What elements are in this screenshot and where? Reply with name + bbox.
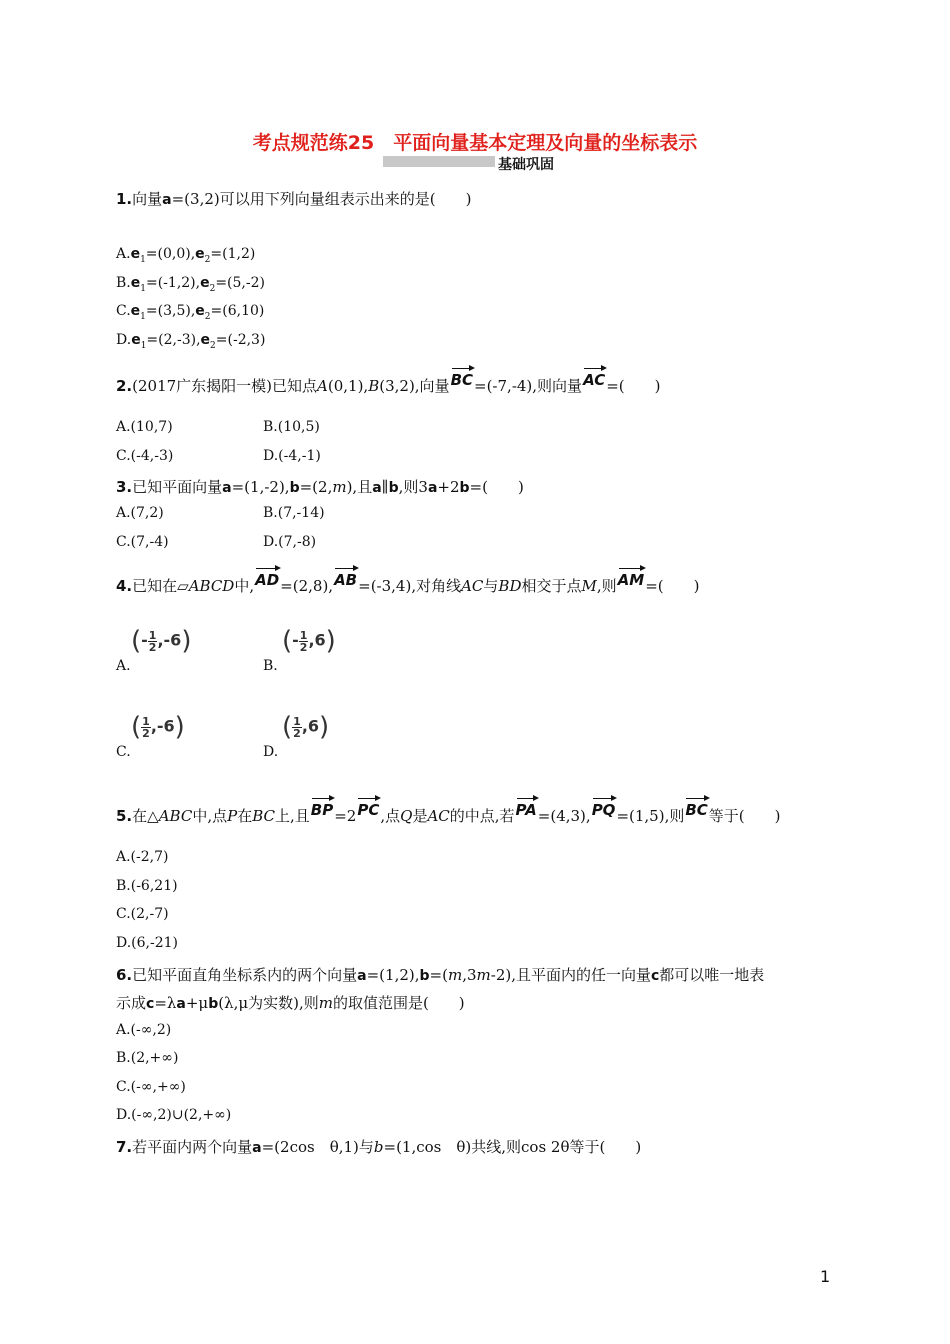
option-6a: A.(-∞,2) — [116, 1022, 172, 1038]
question-2: 2.(2017广东揭阳一模)已知点A(0,1),B(3,2),向量BC=(-7,-4),则向量AC=( ) — [116, 368, 661, 396]
option-6b: B.(2,+∞) — [116, 1050, 179, 1066]
vector-ab: AB — [334, 568, 357, 589]
option-6d: D.(-∞,2)∪(2,+∞) — [116, 1107, 232, 1123]
option-4c-value: ( $\frac{1}{2}$ ,-6) — [131, 712, 185, 742]
vector-pq: PQ — [592, 798, 616, 819]
option-6c: C.(-∞,+∞) — [116, 1079, 186, 1095]
vector-ac: AC — [583, 368, 605, 389]
section-bar — [383, 156, 495, 167]
vector-pa: PA — [516, 798, 537, 819]
page-title: 考点规范练25 平面向量基本定理及向量的坐标表示 — [252, 132, 698, 154]
option-1d: $D.e_1=(2,-3),e_2=(-2,3)$ — [116, 332, 266, 351]
option-2a: A.(10,7) — [116, 419, 173, 435]
vector-ad: AD — [255, 568, 279, 589]
vector-bp: BP — [311, 798, 333, 819]
option-4a-value: (- $\frac{1}{2}$ ,-6) — [131, 626, 192, 656]
vector-pc: PC — [357, 798, 379, 819]
option-4c: C. — [116, 744, 131, 760]
option-5a: A.(-2,7) — [116, 849, 169, 865]
option-2c: C.(-4,-3) — [116, 448, 174, 464]
vector-bc-2: BC — [685, 798, 707, 819]
option-4b-value: (- $\frac{1}{2}$ ,6) — [282, 626, 336, 656]
option-3c: C.(7,-4) — [116, 534, 169, 550]
option-4a: A. — [116, 658, 131, 674]
option-4d: D. — [263, 744, 279, 760]
question-4: 4.已知在▱ABCD中,AD=(2,8),AB=(-3,4),对角线AC与BD相交于点M,则AM=( ) — [116, 568, 699, 596]
section-subtitle: 基础巩固 — [498, 157, 554, 173]
option-2d: D.(-4,-1) — [263, 448, 321, 464]
option-3a: A.(7,2) — [116, 505, 164, 521]
question-5: 5.在△ABC中,点P在BC上,且BP=2PC,点Q是AC的中点,若PA=(4,3),PQ=(1,5),则BC等于( ) — [116, 798, 781, 826]
vector-bc: BC — [451, 368, 473, 389]
question-7: 7.若平面内两个向量a=(2cos θ,1)与b=(1,cos θ)共线,则cos 2θ等于( ) — [116, 1138, 642, 1156]
question-6-line-1: 6.已知平面直角坐标系内的两个向量a=(1,2),b=(m,3m-2),且平面内的任一向量c都可以唯一地表 — [116, 966, 765, 984]
option-5d: D.(6,-21) — [116, 935, 179, 951]
page-number: 1 — [820, 1267, 831, 1286]
option-1a: $A.e_1=(0,0),e_2=(1,2)$ — [116, 246, 256, 265]
option-2b: B.(10,5) — [263, 419, 320, 435]
question-number: 1. — [116, 190, 133, 208]
option-1c: $C.e_1=(3,5),e_2=(6,10)$ — [116, 303, 265, 322]
option-5b: B.(-6,21) — [116, 878, 178, 894]
vector-am: AM — [618, 568, 645, 589]
question-6-line-2: 示成c=λa+μb(λ,μ为实数),则m的取值范围是( ) — [116, 994, 465, 1012]
question-3: 3.已知平面向量a=(1,-2),b=(2,m),且a∥b,则3a+2b=( ) — [116, 478, 524, 496]
option-1b: $B.e_1=(-1,2),e_2=(5,-2)$ — [116, 275, 265, 294]
option-5c: C.(2,-7) — [116, 906, 169, 922]
question-1: 1.向量a=(3,2)可以用下列向量组表示出来的是( ) — [116, 190, 472, 208]
option-3d: D.(7,-8) — [263, 534, 317, 550]
option-3b: B.(7,-14) — [263, 505, 325, 521]
option-4d-value: ( $\frac{1}{2}$ ,6) — [282, 712, 330, 742]
option-4b: B. — [263, 658, 278, 674]
